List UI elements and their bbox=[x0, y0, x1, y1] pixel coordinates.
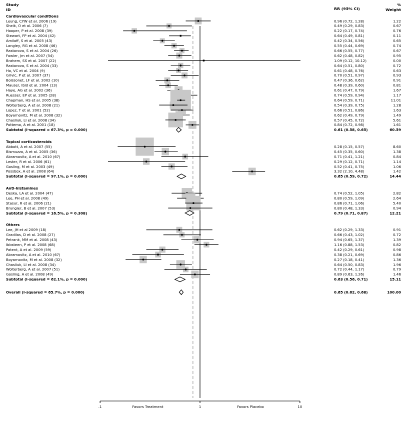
study-point bbox=[185, 268, 187, 270]
group-subtotal-label: Subtotal (I-squared = 16.5%, p = 0.308) bbox=[6, 211, 88, 216]
study-rr-ci: 0.64 (0.49, 0.81) bbox=[334, 34, 365, 39]
study-point bbox=[172, 104, 174, 106]
group-subtotal-weight: 60.59 bbox=[389, 128, 401, 133]
x-axis-tick-label: .1 bbox=[98, 405, 102, 409]
study-point bbox=[181, 50, 183, 52]
study-rr-ci: 3.32 (2.10, 4.48) bbox=[334, 169, 365, 174]
study-label: Hooper, P et al. 2008 (39) bbox=[6, 29, 53, 34]
study-rr-ci: 1.16 (0.88, 1.53) bbox=[334, 242, 365, 247]
group-subtotal-rr-ci: 0.65 (0.59, 0.72) bbox=[334, 174, 368, 179]
study-rr-ci: 0.74 (0.59, 0.94) bbox=[334, 93, 365, 98]
study-label: Leung, CYW et al. 2006 (19) bbox=[6, 19, 57, 24]
study-label: Stewart, FP et al. 2004 (42) bbox=[6, 34, 56, 39]
study-weight: 1.46 bbox=[392, 272, 401, 277]
study-weight: 0.72 bbox=[392, 63, 401, 68]
study-label: Lee, JH et al 2009 (18) bbox=[6, 228, 47, 233]
study-label: Abramovitz, A et al. 2010 (67) bbox=[6, 154, 61, 159]
group-subtotal-weight: 14.44 bbox=[389, 174, 401, 179]
study-weight: 8.60 bbox=[392, 144, 401, 149]
study-weight: 11.01 bbox=[390, 98, 401, 103]
study-label: Rastorova, S et al. 2004 (33) bbox=[6, 63, 58, 68]
study-rr-ci: 0.70 (0.51, 0.97) bbox=[334, 73, 365, 78]
study-weight: 1.63 bbox=[392, 108, 401, 113]
study-rr-ci: 0.62 (0.48, 0.82) bbox=[334, 53, 365, 58]
study-label: Amiloff, S et al. 2005 (43) bbox=[6, 39, 53, 44]
study-weight: 0.74 bbox=[392, 44, 401, 48]
study-rr-ci: 0.94 (0.65, 1.37) bbox=[334, 238, 365, 243]
group-subtotal-label: Subtotal (I-squared = 67.3%, p = 0.000) bbox=[6, 128, 88, 133]
study-point bbox=[181, 109, 183, 111]
study-label: Abbott, A et al. 2007 (55) bbox=[6, 144, 52, 149]
study-weight: 0.67 bbox=[392, 48, 401, 53]
study-point bbox=[145, 161, 147, 163]
study-rr-ci: 0.80 (0.48, 1.33) bbox=[334, 206, 365, 211]
study-label: Brahem, SS et al. 2007 (22) bbox=[6, 58, 57, 63]
group-subtotal-label: Subtotal (I-squared = 97.1%, p = 0.000) bbox=[6, 174, 88, 179]
group-title: Others bbox=[6, 223, 20, 228]
study-point bbox=[197, 20, 199, 22]
study-rr-ci: 1.09 (0.12, 10.12) bbox=[334, 58, 367, 63]
group-subtotal-diamond bbox=[185, 211, 194, 216]
study-label: Rastorova, S et al. 2004 (26) bbox=[6, 48, 58, 53]
group-title: Cardiovascular conditions bbox=[6, 14, 59, 19]
study-label: Possbox, A et al. 2008 (64) bbox=[6, 169, 55, 174]
study-weight: 0.67 bbox=[392, 24, 401, 29]
study-point bbox=[180, 65, 182, 67]
study-rr-ci: 0.61 (0.48, 0.76) bbox=[334, 68, 365, 73]
study-label: Haye, AG et al. 2002 (36) bbox=[6, 88, 52, 93]
study-label: Gradilas, D et al. 2008 (27) bbox=[6, 233, 55, 238]
study-label: Mauser, Ibid et al. 2004 (13) bbox=[6, 83, 58, 88]
overall-summary-label: Overall (I-squared = 65.7%, p = 0.000) bbox=[6, 290, 85, 295]
study-weight: 1.17 bbox=[392, 93, 401, 98]
study-point bbox=[175, 119, 177, 121]
study-weight: 0.72 bbox=[392, 233, 401, 238]
study-rr-ci: 0.42 (0.34, 0.56) bbox=[334, 39, 365, 44]
study-point bbox=[184, 74, 186, 76]
header-study: Study bbox=[6, 2, 19, 7]
study-weight: 0.76 bbox=[392, 29, 401, 34]
study-label: Brungier, B et al. 2007 (53) bbox=[6, 206, 56, 211]
study-label: Ibbsteen, P et al. 2008 (68) bbox=[6, 242, 56, 247]
header-rr-ci: RR (95% CI) bbox=[334, 6, 360, 11]
study-point bbox=[166, 79, 168, 81]
study-weight: 0.93 bbox=[392, 73, 401, 78]
group-subtotal-diamond bbox=[177, 174, 186, 179]
study-rr-ci: 0.28 (0.15, 0.57) bbox=[334, 144, 365, 149]
study-point bbox=[251, 170, 253, 172]
study-weight: 0.82 bbox=[392, 242, 401, 247]
study-point bbox=[161, 249, 163, 251]
study-point bbox=[193, 202, 195, 204]
study-rr-ci: 0.74 (0.52, 1.05) bbox=[334, 191, 365, 196]
study-rr-ci: 0.52 (0.41, 0.75) bbox=[334, 164, 365, 169]
study-point bbox=[178, 55, 180, 57]
study-point bbox=[189, 207, 191, 209]
study-label: Wolterberg, A et al. 2008 (21) bbox=[6, 103, 60, 108]
study-point bbox=[205, 244, 207, 246]
header-weight-percent: % bbox=[397, 2, 401, 7]
study-label: Stasur, R et al. 2006 (21) bbox=[6, 201, 52, 206]
study-point bbox=[133, 30, 135, 32]
study-point bbox=[178, 70, 180, 72]
study-weight: 1.67 bbox=[392, 88, 401, 93]
study-rr-ci: 0.61 (0.47, 0.79) bbox=[334, 88, 365, 93]
study-point bbox=[142, 259, 144, 261]
study-label: Boyarnovitz, M et al. 2008 (32) bbox=[6, 257, 62, 262]
study-label: Wolterberg, A et al. 2007 (51) bbox=[6, 267, 60, 272]
study-label: Abramovitz, A et al. 2010 (67) bbox=[6, 252, 61, 257]
study-weight: 1.28 bbox=[392, 103, 401, 108]
study-point bbox=[171, 166, 173, 168]
study-rr-ci: 0.22 (0.17, 0.74) bbox=[334, 29, 365, 34]
study-rr-ci: 0.64 (0.51, 0.80) bbox=[334, 63, 365, 68]
study-weight: 1.96 bbox=[392, 262, 401, 267]
study-label: Gosling, A et al. 2008 (49) bbox=[6, 272, 54, 277]
group-subtotal-rr-ci: 0.61 (0.58, 0.65) bbox=[334, 128, 368, 133]
study-weight: 0.81 bbox=[392, 83, 401, 88]
study-label: Lester, R et al. 2006 (61) bbox=[6, 159, 51, 164]
study-label: Chapman, HS et al. 2005 (38) bbox=[6, 98, 60, 103]
group-subtotal-weight: 12.21 bbox=[389, 211, 401, 216]
study-label: Boyarnovitz, M et al. 2008 (32) bbox=[6, 113, 62, 118]
overall-summary-weight: 100.00 bbox=[387, 290, 401, 295]
study-label: Chasliuk, LI et al. 2008 (34) bbox=[6, 118, 56, 123]
study-point bbox=[178, 229, 180, 231]
study-label: Ho, VC et al. 2004 (9) bbox=[6, 68, 45, 73]
study-rr-ci: 0.29 (0.12, 0.71) bbox=[334, 159, 365, 164]
study-point bbox=[180, 264, 182, 266]
study-rr-ci: 0.89 (0.63, 1.26) bbox=[334, 272, 365, 277]
study-weight: 0.65 bbox=[392, 39, 401, 44]
study-weight: 1.42 bbox=[392, 169, 401, 174]
study-label: Langley, RG et al. 2008 (46) bbox=[6, 44, 57, 48]
study-point bbox=[161, 40, 163, 42]
study-label: Fowler, Jm et al. 2007 (54) bbox=[6, 53, 54, 58]
overall-summary-diamond bbox=[179, 290, 183, 295]
study-weight: 1.61 bbox=[392, 123, 401, 128]
study-weight: 0.00 bbox=[392, 58, 401, 63]
study-rr-ci: 0.38 (0.21, 0.69) bbox=[334, 252, 365, 257]
study-point bbox=[180, 35, 182, 37]
study-label: Bismuzzo, A et al. 2005 (36) bbox=[6, 149, 57, 154]
study-label: Chasliuk, LI et al. 2008 (34) bbox=[6, 262, 56, 267]
study-weight: 2.82 bbox=[392, 191, 401, 196]
study-point bbox=[157, 254, 159, 256]
study-label: Lopez, T et al. 2001 (52) bbox=[6, 108, 51, 113]
study-label: Pottemo, A et al. 2001 (18) bbox=[6, 123, 55, 128]
study-label: Boissonet, LF et al. 2002 (10) bbox=[6, 78, 59, 83]
study-rr-ci: 0.45 (0.35, 0.60) bbox=[334, 149, 365, 154]
study-rr-ci: 0.48 (0.39, 0.60) bbox=[334, 83, 365, 88]
study-rr-ci: 0.27 (0.18, 0.41) bbox=[334, 257, 365, 262]
study-point bbox=[180, 99, 182, 101]
header-weight: Weight bbox=[385, 7, 401, 12]
favours-treatment-label: Favors Treatment bbox=[132, 405, 164, 409]
study-rr-ci: 0.55 (0.44, 0.69) bbox=[334, 44, 365, 48]
study-weight: 0.91 bbox=[392, 228, 401, 233]
study-weight: 1.14 bbox=[392, 159, 401, 164]
study-label: Gosling, M et al. 2003 (49) bbox=[6, 164, 54, 169]
group-subtotal-rr-ci: 0.63 (0.56, 0.71) bbox=[334, 277, 368, 282]
study-point bbox=[144, 146, 146, 148]
study-rr-ci: 0.66 (0.43, 1.02) bbox=[334, 233, 365, 238]
study-rr-ci: 0.66 (0.51, 0.86) bbox=[334, 108, 365, 113]
study-weight: 0.91 bbox=[392, 78, 401, 83]
study-rr-ci: 0.72 (0.44, 1.17) bbox=[334, 267, 365, 272]
group-title: Topical corticosteroids bbox=[6, 140, 52, 145]
study-rr-ci: 0.54 (0.39, 0.75) bbox=[334, 103, 365, 108]
study-label: Grivic, P et al. 2007 (37) bbox=[6, 73, 50, 78]
study-label: Lee, PH et al. 2008 (49) bbox=[6, 196, 49, 201]
study-weight: 0.11 bbox=[392, 34, 401, 39]
study-point bbox=[181, 234, 183, 236]
study-label: Patent, A et al. 2009 (59) bbox=[6, 247, 52, 252]
study-rr-ci: 0.57 (0.45, 0.72) bbox=[334, 118, 365, 123]
study-weight: 0.84 bbox=[392, 154, 401, 159]
study-weight: 0.86 bbox=[392, 252, 401, 257]
study-point bbox=[168, 25, 170, 27]
study-weight: 1.22 bbox=[392, 19, 401, 24]
study-point bbox=[164, 151, 166, 153]
study-rr-ci: 0.42 (0.29, 0.61) bbox=[334, 247, 365, 252]
study-weight: 1.36 bbox=[392, 257, 401, 262]
study-weight: 0.95 bbox=[392, 53, 401, 58]
study-label: Sheik, O et al. 2006 (7) bbox=[6, 24, 48, 29]
study-rr-ci: 0.64 (0.50, 0.83) bbox=[334, 262, 365, 267]
study-weight: 5.61 bbox=[392, 118, 401, 123]
study-rr-ci: 0.84 (0.72, 0.98) bbox=[334, 123, 365, 128]
header-id: ID bbox=[6, 7, 11, 12]
study-rr-ci: 0.64 (0.59, 0.71) bbox=[334, 98, 365, 103]
study-rr-ci: 0.49 (0.29, 0.83) bbox=[334, 24, 365, 29]
study-weight: 0.63 bbox=[392, 68, 401, 73]
study-point bbox=[191, 124, 193, 126]
study-point bbox=[196, 239, 198, 241]
study-rr-ci: 0.71 (0.41, 1.21) bbox=[334, 154, 365, 159]
group-subtotal-rr-ci: 0.79 (0.71, 0.87) bbox=[334, 211, 368, 216]
study-weight: 1.38 bbox=[392, 149, 401, 154]
study-weight: 1.49 bbox=[392, 113, 401, 118]
favours-placebo-label: Favors Placebo bbox=[237, 405, 264, 409]
study-label: Petrank, MM et al. 2008 (43) bbox=[6, 238, 58, 243]
study-rr-ci: 0.80 (0.59, 1.09) bbox=[334, 196, 365, 201]
study-point bbox=[184, 156, 186, 158]
study-point bbox=[203, 60, 205, 62]
study-point bbox=[194, 273, 196, 275]
study-weight: 0.94 bbox=[392, 206, 401, 211]
study-weight: 2.64 bbox=[392, 196, 401, 201]
overall-summary-rr-ci: 0.65 (0.62, 0.68) bbox=[334, 290, 368, 295]
study-weight: 1.39 bbox=[392, 238, 401, 243]
group-title: Anti-histamines bbox=[6, 186, 38, 191]
study-weight: 0.79 bbox=[392, 267, 401, 272]
study-weight: 5.40 bbox=[392, 201, 401, 206]
study-label: Ruesser, EP et al. 2005 (28) bbox=[6, 93, 57, 98]
x-axis-tick-label: 10 bbox=[297, 405, 303, 409]
group-subtotal-diamond bbox=[176, 127, 181, 132]
study-rr-ci: 0.66 (0.55, 0.77) bbox=[334, 48, 365, 53]
study-rr-ci: 0.62 (0.49, 0.79) bbox=[334, 113, 365, 118]
study-weight: 0.98 bbox=[392, 247, 401, 252]
study-point bbox=[173, 45, 175, 47]
group-subtotal-weight: 15.11 bbox=[389, 277, 401, 282]
study-weight: 1.06 bbox=[392, 164, 401, 169]
study-rr-ci: 0.96 (0.72, 1.28) bbox=[334, 19, 365, 24]
study-label: Deska, LA et al. 2004 (47) bbox=[6, 191, 53, 196]
group-subtotal-diamond bbox=[175, 277, 185, 282]
study-point bbox=[167, 84, 169, 86]
study-rr-ci: 0.86 (0.71, 1.06) bbox=[334, 201, 365, 206]
study-rr-ci: 0.47 (0.36, 0.62) bbox=[334, 78, 365, 83]
group-subtotal-label: Subtotal (I-squared = 62.1%, p = 0.000) bbox=[6, 277, 88, 282]
x-axis-tick-label: 1 bbox=[198, 405, 202, 409]
study-rr-ci: 0.62 (0.29, 1.33) bbox=[334, 228, 365, 233]
